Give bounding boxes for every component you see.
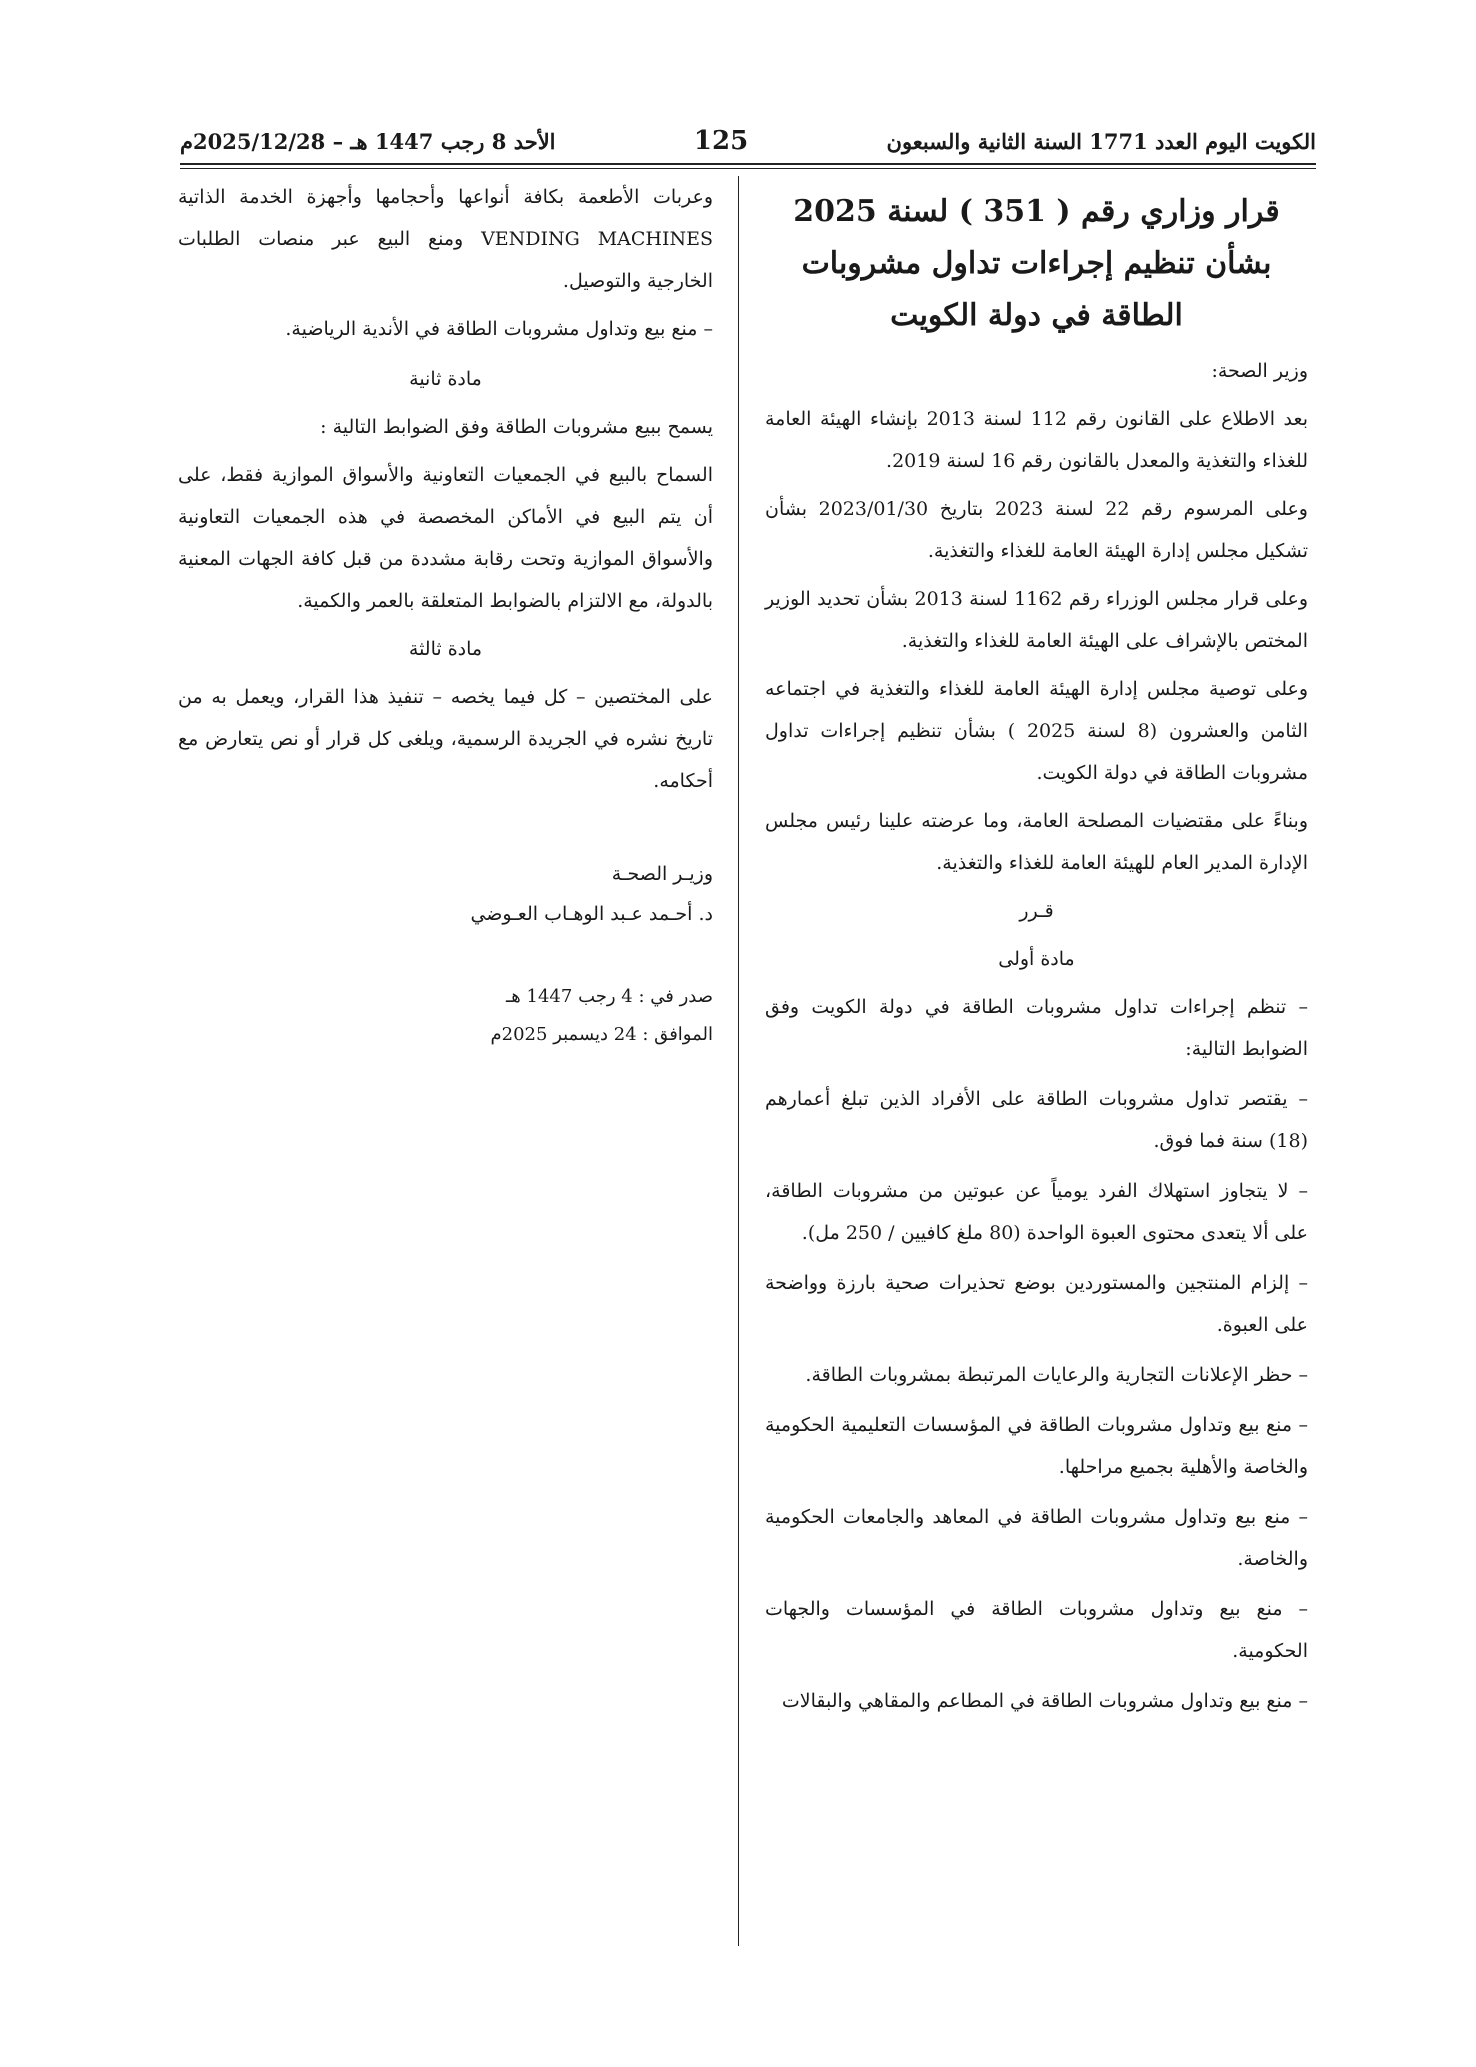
left-column xyxy=(178,176,713,1054)
signature-title: وزيـر الصحـة xyxy=(611,863,713,885)
preamble-paragraph: وعلى توصية مجلس إدارة الهيئة العامة للغذاء والتغذية في اجتماعه الثامن والعشرون (8 لسنة 2025 ) بشأن تنظيم إجراءات تداول مشروبات الطاقة في دولة الكويت. xyxy=(765,678,1308,784)
decree-subtitle-2: الطاقة في دولة الكويت xyxy=(890,298,1183,333)
right-column xyxy=(765,176,1308,1730)
header-rule-thin xyxy=(180,168,1316,169)
preamble-paragraph: وبناءً على مقتضيات المصلحة العامة، وما عرضته علينا رئيس مجلس الإدارة المدير العام للهيئة العامة للغذاء والتغذية. xyxy=(765,810,1308,874)
decided-heading: قـرر xyxy=(1019,900,1054,922)
issue-date: الأحد 8 رجب 1447 هـ – 2025/12/28م xyxy=(180,128,556,154)
decree-title: قرار وزاري رقم ( 351 ) لسنة 2025 xyxy=(793,194,1280,229)
article-1-item: – لا يتجاوز استهلاك الفرد يومياً عن عبوتين من مشروبات الطاقة، على ألا يتعدى محتوى العبوة الواحدة (80 ملغ كافيين / 250 مل). xyxy=(765,1180,1308,1244)
signature-name: د. أحـمد عـبد الوهـاب العـوضي xyxy=(470,903,713,925)
article-1-item: – يقتصر تداول مشروبات الطاقة على الأفراد الذين تبلغ أعمارهم (18) سنة فما فوق. xyxy=(765,1088,1308,1152)
preamble-paragraph: وعلى قرار مجلس الوزراء رقم 1162 لسنة 2013 بشأن تحديد الوزير المختص بالإشراف على الهيئة العامة للغذاء والتغذية. xyxy=(765,588,1308,652)
article-3-text: على المختصين – كل فيما يخصه – تنفيذ هذا القرار، ويعمل به من تاريخ نشره في الجريدة الرسمية، ويلغى كل قرار أو نص يتعارض مع أحكامه. xyxy=(178,686,713,792)
article-1-item: – منع بيع وتداول مشروبات الطاقة في المطاعم والمقاهي والبقالات xyxy=(781,1690,1308,1712)
minister-intro: وزير الصحة: xyxy=(1211,360,1308,382)
article-1-continuation: وعربات الأطعمة بكافة أنواعها وأحجامها وأجهزة الخدمة الذاتية VENDING MACHINES ومنع البيع عبر منصات الطلبات الخارجية والتوصيل. xyxy=(178,186,713,292)
article-3-heading: مادة ثالثة xyxy=(408,638,483,660)
article-1-item: – منع بيع وتداول مشروبات الطاقة في المعاهد والجامعات الحكومية والخاصة. xyxy=(765,1506,1308,1570)
article-2-heading: مادة ثانية xyxy=(409,368,482,390)
preamble-paragraph: بعد الاطلاع على القانون رقم 112 لسنة 2013 بإنشاء الهيئة العامة للغذاء والتغذية والمعدل بالقانون رقم 16 لسنة 2019. xyxy=(765,408,1308,472)
article-1-item: – منع بيع وتداول مشروبات الطاقة في المؤسسات التعليمية الحكومية والخاصة والأهلية بجميع مراحلها. xyxy=(765,1414,1308,1478)
decree-subtitle-1: بشأن تنظيم إجراءات تداول مشروبات xyxy=(801,246,1272,281)
publication-info: الكويت اليوم العدد 1771 السنة الثانية والسبعون xyxy=(886,128,1316,154)
article-1-item: – منع بيع وتداول مشروبات الطاقة في المؤسسات والجهات الحكومية. xyxy=(765,1598,1308,1662)
article-1-item: – إلزام المنتجين والمستوردين بوضع تحذيرات صحية بارزة وواضحة على العبوة. xyxy=(765,1272,1308,1336)
header-rule xyxy=(180,163,1316,165)
column-divider xyxy=(738,176,739,1946)
article-2-text: السماح بالبيع في الجمعيات التعاونية والأسواق الموازية فقط، على أن يتم البيع في الأماكن المخصصة في هذه الجمعيات التعاونية والأسواق الموازية وتحت رقابة مشددة من قبل كافة الجهات المعنية بالدولة، مع الالتزام بالضوابط المتعلقة بالعمر والكمية. xyxy=(178,464,713,612)
article-1-item: – تنظم إجراءات تداول مشروبات الطاقة في دولة الكويت وفق الضوابط التالية: xyxy=(765,996,1308,1060)
issued-date-gregorian: الموافق : 24 ديسمبر 2025م xyxy=(490,1024,713,1045)
article-2-intro: يسمح ببيع مشروبات الطاقة وفق الضوابط التالية : xyxy=(320,416,713,438)
page-header xyxy=(180,118,1316,164)
page-number: 125 xyxy=(693,126,749,156)
preamble-paragraph: وعلى المرسوم رقم 22 لسنة 2023 بتاريخ 2023/01/30 بشأن تشكيل مجلس إدارة الهيئة العامة للغذاء والتغذية. xyxy=(765,498,1308,562)
article-1-item: – منع بيع وتداول مشروبات الطاقة في الأندية الرياضية. xyxy=(285,318,713,340)
article-1-heading: مادة أولى xyxy=(998,948,1075,970)
article-1-item: – حظر الإعلانات التجارية والرعايات المرتبطة بمشروبات الطاقة. xyxy=(805,1364,1308,1386)
issued-date-hijri: صدر في : 4 رجب 1447 هـ xyxy=(506,986,713,1007)
